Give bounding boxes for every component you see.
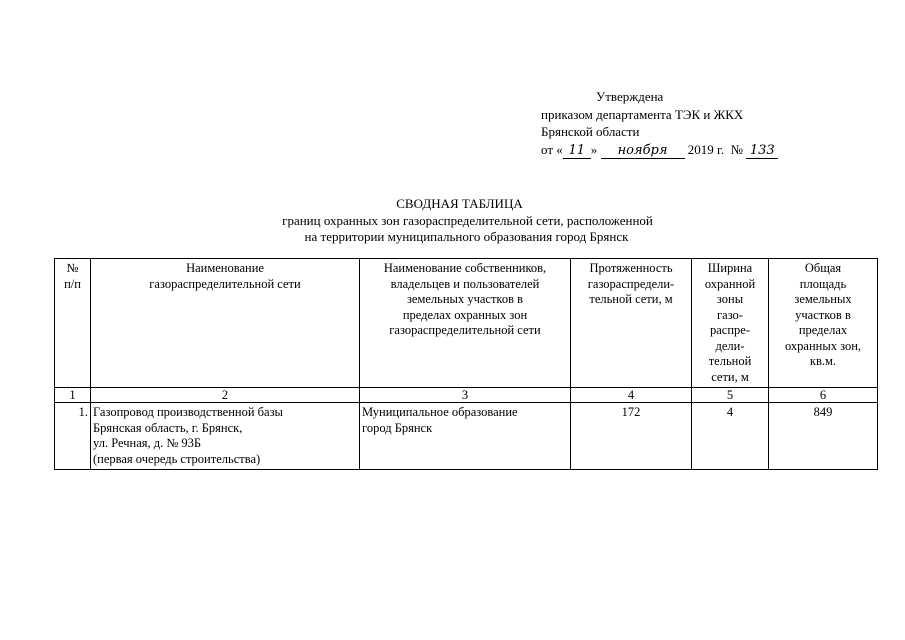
header-network: Наименование газораспределительной сети	[91, 259, 360, 388]
col-number: 5	[692, 388, 769, 403]
row-width: 4	[692, 403, 769, 470]
order-number-sign: №	[730, 141, 744, 157]
row-length: 172	[571, 403, 692, 470]
order-number: 133	[746, 144, 778, 159]
table-row	[55, 403, 878, 470]
date-prefix: от «	[541, 141, 563, 157]
col-number: 6	[769, 388, 878, 403]
column-number-row	[55, 388, 878, 403]
header-width: Ширина охранной зоны газо- распре- дели- тельной сети, м	[692, 259, 769, 388]
table-header-row	[55, 259, 878, 388]
document-title	[0, 196, 905, 246]
date-day: 11	[563, 144, 591, 159]
col-number: 1	[55, 388, 91, 403]
col-number: 4	[571, 388, 692, 403]
header-num: № п/п	[55, 259, 91, 388]
row-area: 849	[769, 403, 878, 470]
row-network: Газопровод производственной базы Брянская область, г. Брянск, ул. Речная, д. № 93Б (первая очередь строительства)	[91, 403, 360, 470]
title-sub-1: границ охранных зон газораспределительной сети, расположенной	[282, 212, 653, 228]
approval-region-line: Брянской области	[541, 124, 640, 139]
row-owner: Муниципальное образование город Брянск	[360, 403, 571, 470]
approval-order-line: приказом департамента ТЭК и ЖКХ	[541, 106, 744, 122]
approval-date-line	[541, 141, 778, 159]
title-main: СВОДНАЯ ТАБЛИЦА	[396, 196, 523, 211]
date-year: 2019 г.	[687, 141, 725, 157]
col-number: 3	[360, 388, 571, 403]
boundaries-table	[54, 258, 878, 470]
col-number: 2	[91, 388, 360, 403]
row-num: 1.	[55, 403, 91, 470]
approval-heading: Утверждена	[596, 89, 664, 104]
header-area: Общая площадь земельных участков в пределах охранных зон, кв.м.	[769, 259, 878, 388]
title-sub-2: на территории муниципального образования город Брянск	[304, 229, 629, 244]
approval-stamp	[541, 88, 778, 159]
header-length: Протяженность газораспредели- тельной сети, м	[571, 259, 692, 388]
date-mid: »	[590, 141, 598, 157]
date-month: ноября	[601, 144, 685, 159]
header-owners: Наименование собственников, владельцев и пользователей земельных участков в пределах охранных зон газораспределительной сети	[360, 259, 571, 388]
